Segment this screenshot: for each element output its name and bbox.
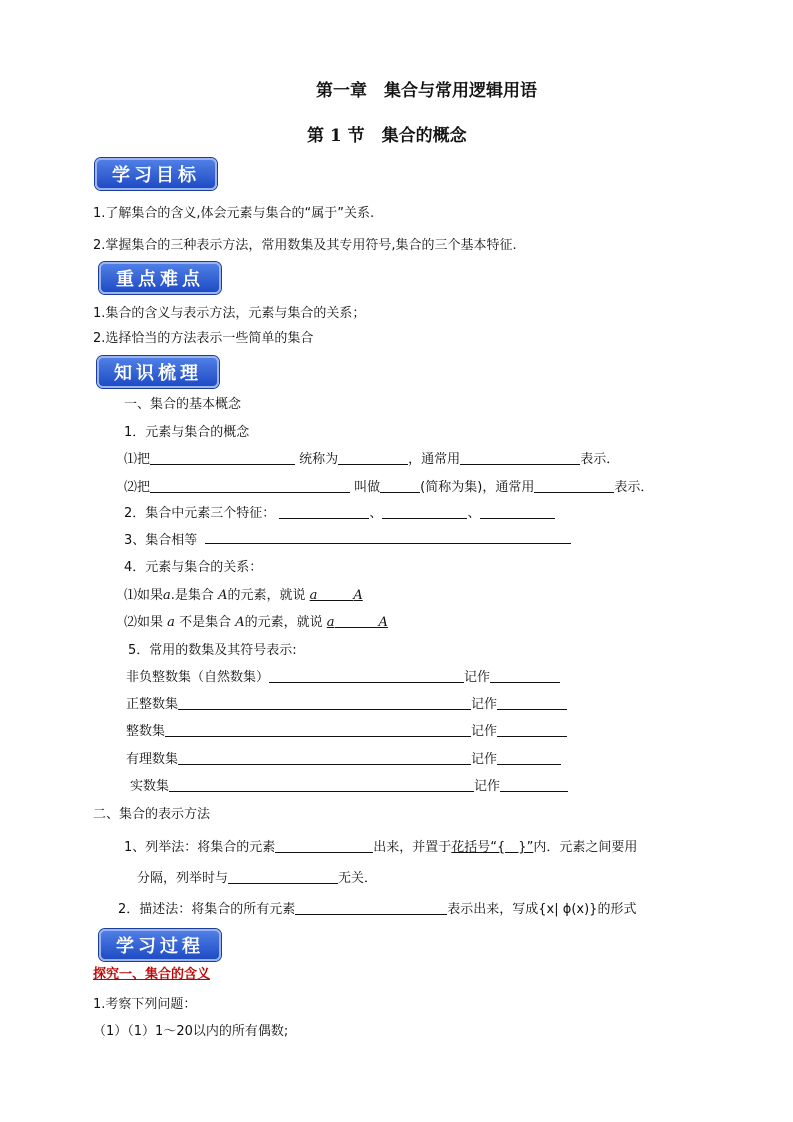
fill-line-4a: ⑴如果a.是集合 A的元素，就说 a A	[124, 588, 363, 603]
numset-row: 正整数集 记作	[126, 693, 567, 712]
key-item: 2.选择恰当的方法表示一些简单的集合	[93, 331, 314, 346]
question-1a: （1）（1）1～20以内的所有偶数;	[93, 1024, 289, 1039]
description-method-line: 2．描述法：将集合的所有元素 表示出来，写成{x| ϕ(x)}的形式	[118, 902, 637, 917]
fill-line-1b: ⑵把 叫做 (简称为集)，通常用 表示．	[124, 480, 654, 495]
list-method-line-2: 分隔，列举时与 无关．	[137, 871, 378, 886]
chapter-title: 第一章 集合与常用逻辑用语	[316, 81, 537, 101]
knowledge-badge: 知识梳理	[97, 356, 219, 388]
subheading-1: 1．元素与集合的概念	[124, 425, 250, 440]
numset-row: 整数集 记作	[126, 720, 567, 739]
question-1: 1.考察下列问题：	[93, 997, 197, 1012]
answer-line	[205, 543, 571, 544]
section-title: 第 1 节 集合的概念	[307, 126, 467, 146]
part1-heading: 一、集合的基本概念	[124, 397, 242, 412]
keys-badge: 重点难点	[99, 262, 221, 294]
numset-row: 实数集 记作	[130, 775, 568, 794]
fill-line-4b: ⑵如果 a 不是集合 A的元素，就说 a A	[124, 615, 388, 630]
fill-line-2: 2．集合中元素三个特征： 、 、	[124, 502, 555, 521]
process-badge: 学习过程	[99, 929, 221, 961]
subheading-3: 3、集合相等	[124, 533, 198, 548]
explore-heading: 探究一、集合的含义	[93, 967, 211, 982]
list-method-line: 1、列举法：将集合的元素 出来，并置于花括号“{ }”内．元素之间要用	[124, 840, 638, 855]
goal-item: 2.掌握集合的三种表示方法，常用数集及其专用符号,集合的三个基本特征.	[93, 238, 517, 253]
numset-row: 有理数集 记作	[126, 748, 561, 767]
subheading-5: 5．常用的数集及其符号表示:	[128, 643, 297, 658]
key-item: 1.集合的含义与表示方法，元素与集合的关系；	[93, 306, 366, 321]
subheading-4: 4．元素与集合的关系：	[124, 560, 263, 575]
part2-heading: 二、集合的表示方法	[93, 807, 211, 822]
fill-line-1a: ⑴把 统称为 ，通常用 表示．	[124, 452, 620, 467]
goal-item: 1.了解集合的含义,体会元素与集合的“属于”关系.	[93, 206, 375, 221]
numset-row: 非负整数集（自然数集） 记作	[126, 666, 560, 685]
goals-badge: 学习目标	[95, 158, 217, 190]
